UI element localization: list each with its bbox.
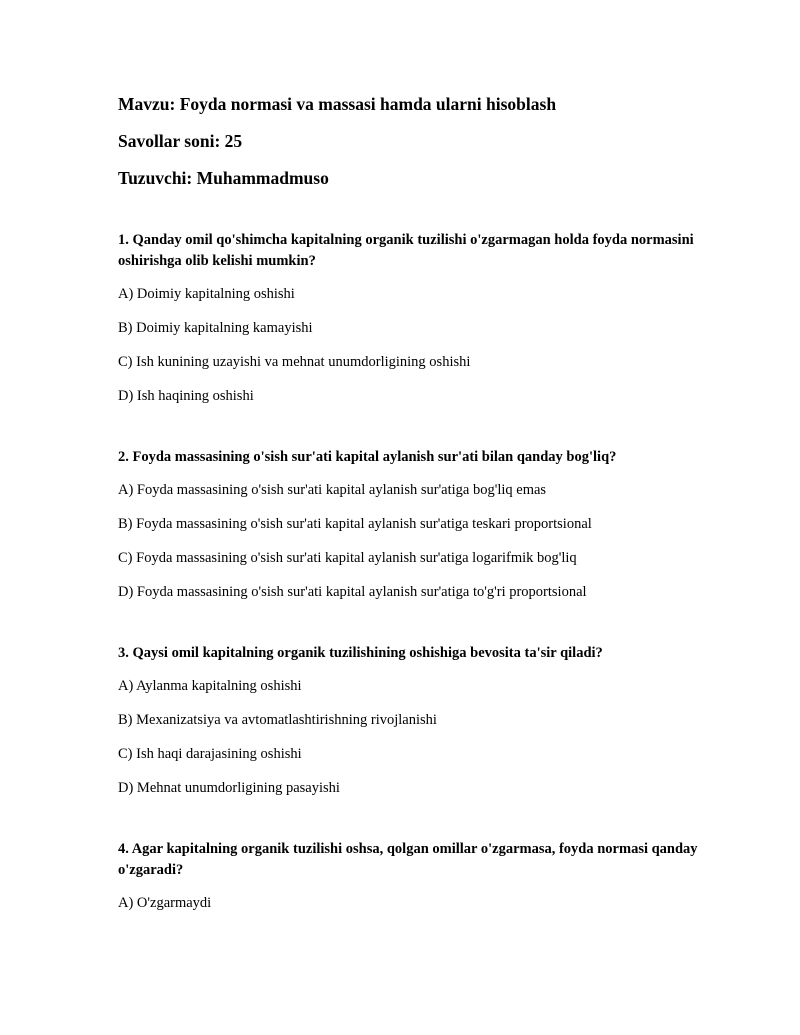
answer-option: D) Ish haqining oshishi xyxy=(118,388,254,404)
question-text: 2. Foyda massasining o'sish sur'ati kapital aylanish sur'ati bilan qanday bog'liq? xyxy=(118,449,617,465)
answer-option: A) Foyda massasining o'sish sur'ati kapital aylanish sur'atiga bog'liq emas xyxy=(118,482,547,498)
question-text: 4. Agar kapitalning organik tuzilishi oshsa, qolgan omillar o'zgarmasa, foyda normasi qanday o'zgaradi? xyxy=(118,841,698,878)
question-text: 3. Qaysi omil kapitalning organik tuzilishining oshishiga bevosita ta'sir qiladi? xyxy=(118,645,603,661)
answer-option: B) Foyda massasining o'sish sur'ati kapital aylanish sur'atiga teskari proportsional xyxy=(118,516,592,532)
question-block xyxy=(118,230,718,407)
answer-option: A) Doimiy kapitalning oshishi xyxy=(118,286,295,302)
answer-option: C) Ish kunining uzayishi va mehnat unumdorligining oshishi xyxy=(118,354,471,370)
document-page xyxy=(118,93,718,954)
answer-option: C) Foyda massasining o'sish sur'ati kapital aylanish sur'atiga logarifmik bog'liq xyxy=(118,550,577,566)
author-line: Tuzuvchi: Muhammadmuso xyxy=(118,168,329,188)
answer-option: D) Mehnat unumdorligining pasayishi xyxy=(118,780,340,796)
question-block xyxy=(118,839,718,914)
answer-option: D) Foyda massasining o'sish sur'ati kapital aylanish sur'atiga to'g'ri proportsional xyxy=(118,584,587,600)
answer-option: C) Ish haqi darajasining oshishi xyxy=(118,746,302,762)
topic-heading: Mavzu: Foyda normasi va massasi hamda ularni hisoblash xyxy=(118,94,557,114)
answer-option: B) Doimiy kapitalning kamayishi xyxy=(118,320,313,336)
answer-option: A) O'zgarmaydi xyxy=(118,895,212,911)
answer-option: B) Mexanizatsiya va avtomatlashtirishning rivojlanishi xyxy=(118,712,437,728)
question-block xyxy=(118,643,718,799)
question-text: 1. Qanday omil qo'shimcha kapitalning organik tuzilishi o'zgarmagan holda foyda normasini oshirishga olib kelishi mumkin? xyxy=(118,232,694,269)
question-block xyxy=(118,447,718,603)
answer-option: A) Aylanma kapitalning oshishi xyxy=(118,678,302,694)
question-count: Savollar soni: 25 xyxy=(118,131,243,151)
